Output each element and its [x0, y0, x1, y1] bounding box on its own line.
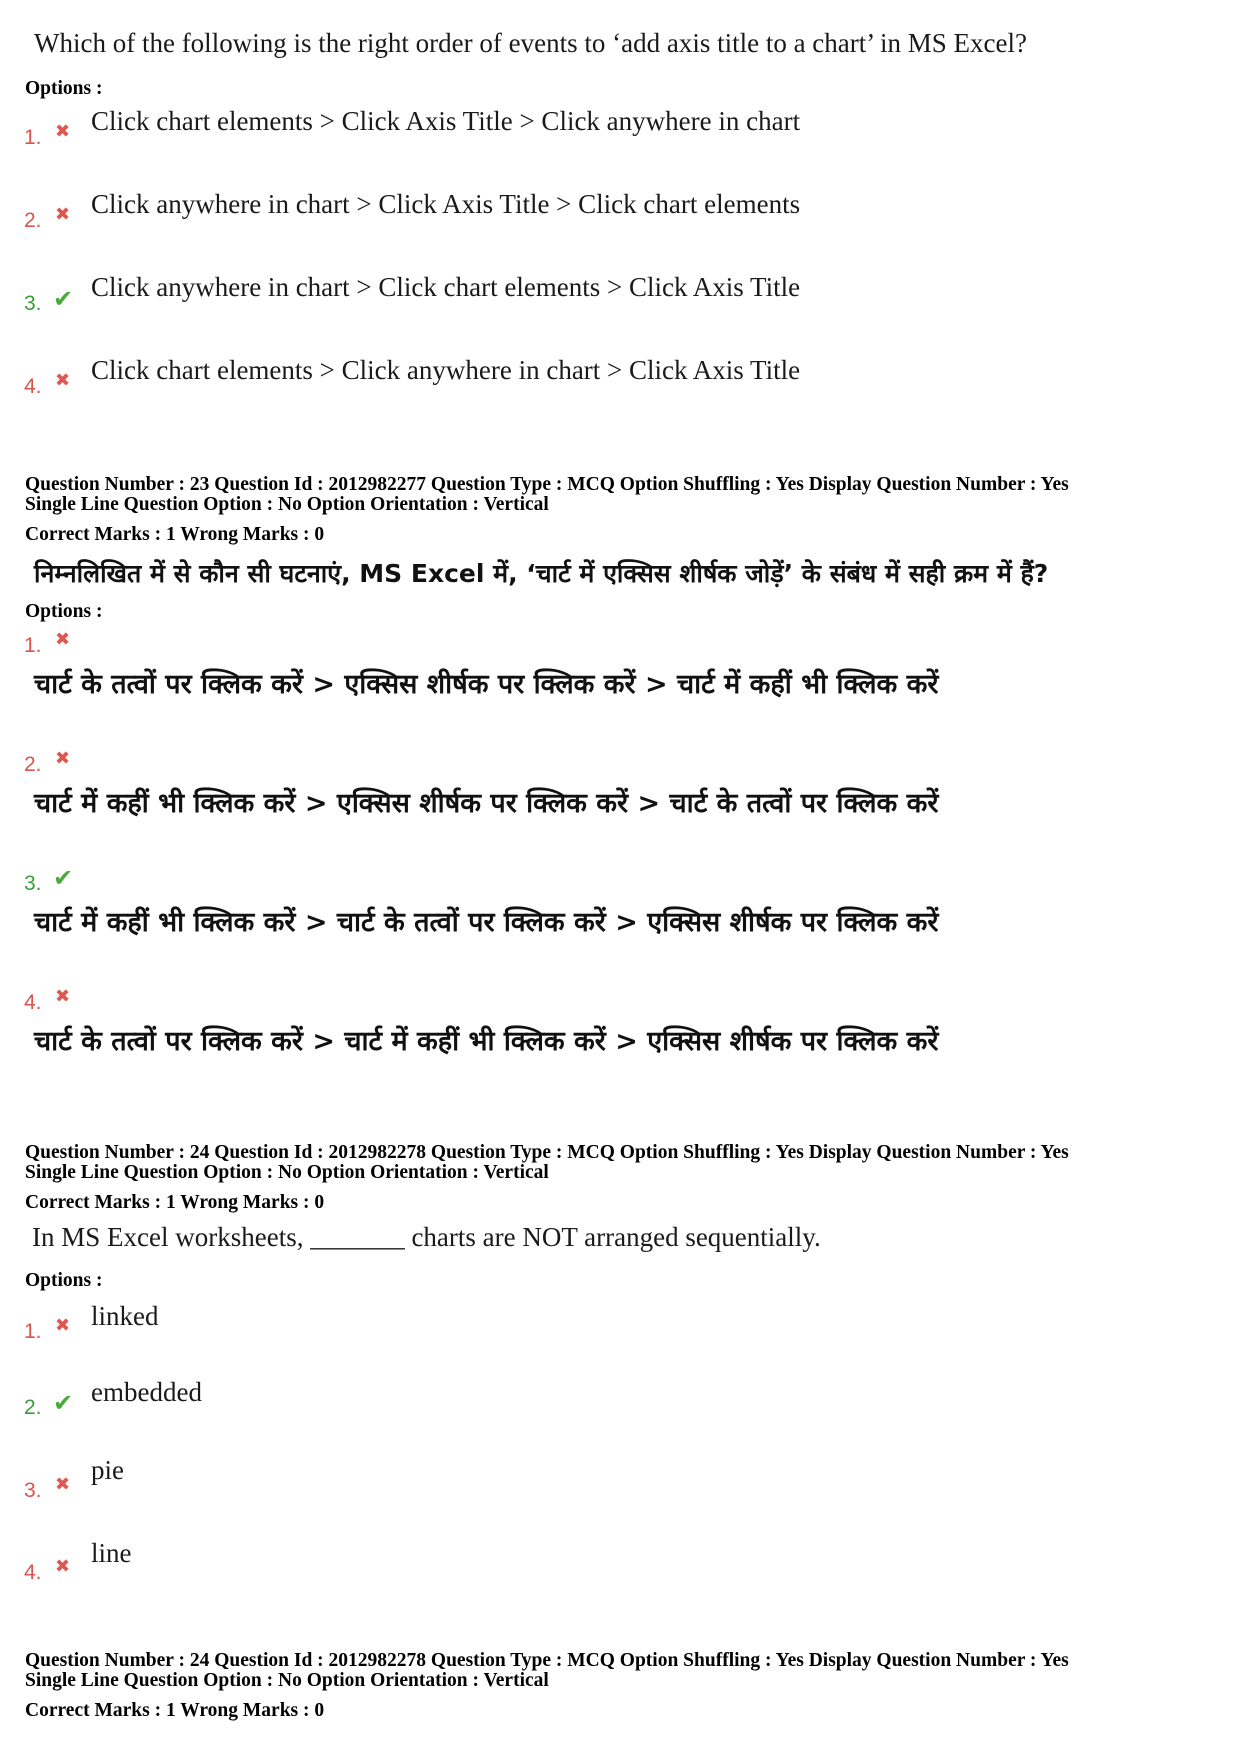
question-meta: Question Number : 24 Question Id : 2012982278 Question Type : MCQ Option Shuffling : Yes Display Question Number : Yes — [25, 1650, 1069, 1671]
correct-check-icon: ✔ — [53, 1389, 74, 1417]
option-text: embedded — [91, 1377, 202, 1407]
marks-info: Correct Marks : 1 Wrong Marks : 0 — [25, 1700, 325, 1721]
wrong-icon: ✖ — [55, 1474, 71, 1495]
wrong-icon: ✖ — [55, 204, 71, 225]
option-number: 4. — [24, 1561, 42, 1584]
marks-info: Correct Marks : 1 Wrong Marks : 0 — [25, 1192, 325, 1213]
option-text: चार्ट में कहीं भी क्लिक करें > एक्सिस शीर्षक पर क्लिक करें > चार्ट के तत्वों पर क्लिक करें — [34, 788, 939, 819]
marks-info: Correct Marks : 1 Wrong Marks : 0 — [25, 524, 325, 545]
option-text: चार्ट के तत्वों पर क्लिक करें > एक्सिस शीर्षक पर क्लिक करें > चार्ट में कहीं भी क्लिक करें — [34, 669, 939, 700]
option-text: line — [91, 1538, 132, 1568]
question-meta: Single Line Question Option : No Option Orientation : Vertical — [25, 1670, 549, 1691]
option-number: 1. — [24, 126, 42, 149]
question-text: Which of the following is the right order of events to ‘add axis title to a chart’ in MS Excel? — [34, 28, 1027, 58]
question-meta: Single Line Question Option : No Option Orientation : Vertical — [25, 1162, 549, 1183]
question-text: निम्नलिखित में से कौन सी घटनाएं, MS Excel में, ‘चार्ट में एक्सिस शीर्षक जोड़ें’ के संबंध में सही क्रम में हैं? — [34, 559, 1049, 588]
wrong-icon: ✖ — [55, 748, 71, 769]
option-number: 2. — [24, 1396, 42, 1419]
option-number: 3. — [24, 292, 42, 315]
correct-check-icon: ✔ — [53, 864, 74, 892]
option-text: linked — [91, 1301, 159, 1331]
option-text: चार्ट के तत्वों पर क्लिक करें > चार्ट में कहीं भी क्लिक करें > एक्सिस शीर्षक पर क्लिक करें — [34, 1026, 939, 1057]
correct-check-icon: ✔ — [53, 285, 74, 313]
option-text: चार्ट में कहीं भी क्लिक करें > चार्ट के तत्वों पर क्लिक करें > एक्सिस शीर्षक पर क्लिक करें — [34, 907, 939, 938]
option-number: 2. — [24, 209, 42, 232]
option-text: Click chart elements > Click Axis Title > Click anywhere in chart — [91, 106, 801, 136]
option-number: 4. — [24, 991, 42, 1014]
option-number: 3. — [24, 872, 42, 895]
wrong-icon: ✖ — [55, 1556, 71, 1577]
option-text: Click anywhere in chart > Click chart elements > Click Axis Title — [91, 272, 801, 302]
wrong-icon: ✖ — [55, 986, 71, 1007]
options-label: Options : — [25, 1270, 103, 1291]
wrong-icon: ✖ — [55, 121, 71, 142]
wrong-icon: ✖ — [55, 1315, 71, 1336]
option-number: 3. — [24, 1479, 42, 1502]
option-number: 4. — [24, 375, 42, 398]
question-meta: Single Line Question Option : No Option Orientation : Vertical — [25, 494, 549, 515]
option-text: pie — [91, 1455, 124, 1485]
question-meta: Question Number : 24 Question Id : 2012982278 Question Type : MCQ Option Shuffling : Yes Display Question Number : Yes — [25, 1142, 1069, 1163]
wrong-icon: ✖ — [55, 370, 71, 391]
options-label: Options : — [25, 78, 103, 99]
option-number: 1. — [24, 1320, 42, 1343]
option-number: 2. — [24, 753, 42, 776]
option-text: Click chart elements > Click anywhere in chart > Click Axis Title — [91, 355, 801, 385]
option-text: Click anywhere in chart > Click Axis Title > Click chart elements — [91, 189, 801, 219]
options-label: Options : — [25, 601, 103, 622]
wrong-icon: ✖ — [55, 629, 71, 650]
option-number: 1. — [24, 634, 42, 657]
question-text: In MS Excel worksheets, _______ charts are NOT arranged sequentially. — [32, 1222, 821, 1252]
question-meta: Question Number : 23 Question Id : 2012982277 Question Type : MCQ Option Shuffling : Yes Display Question Number : Yes — [25, 474, 1069, 495]
